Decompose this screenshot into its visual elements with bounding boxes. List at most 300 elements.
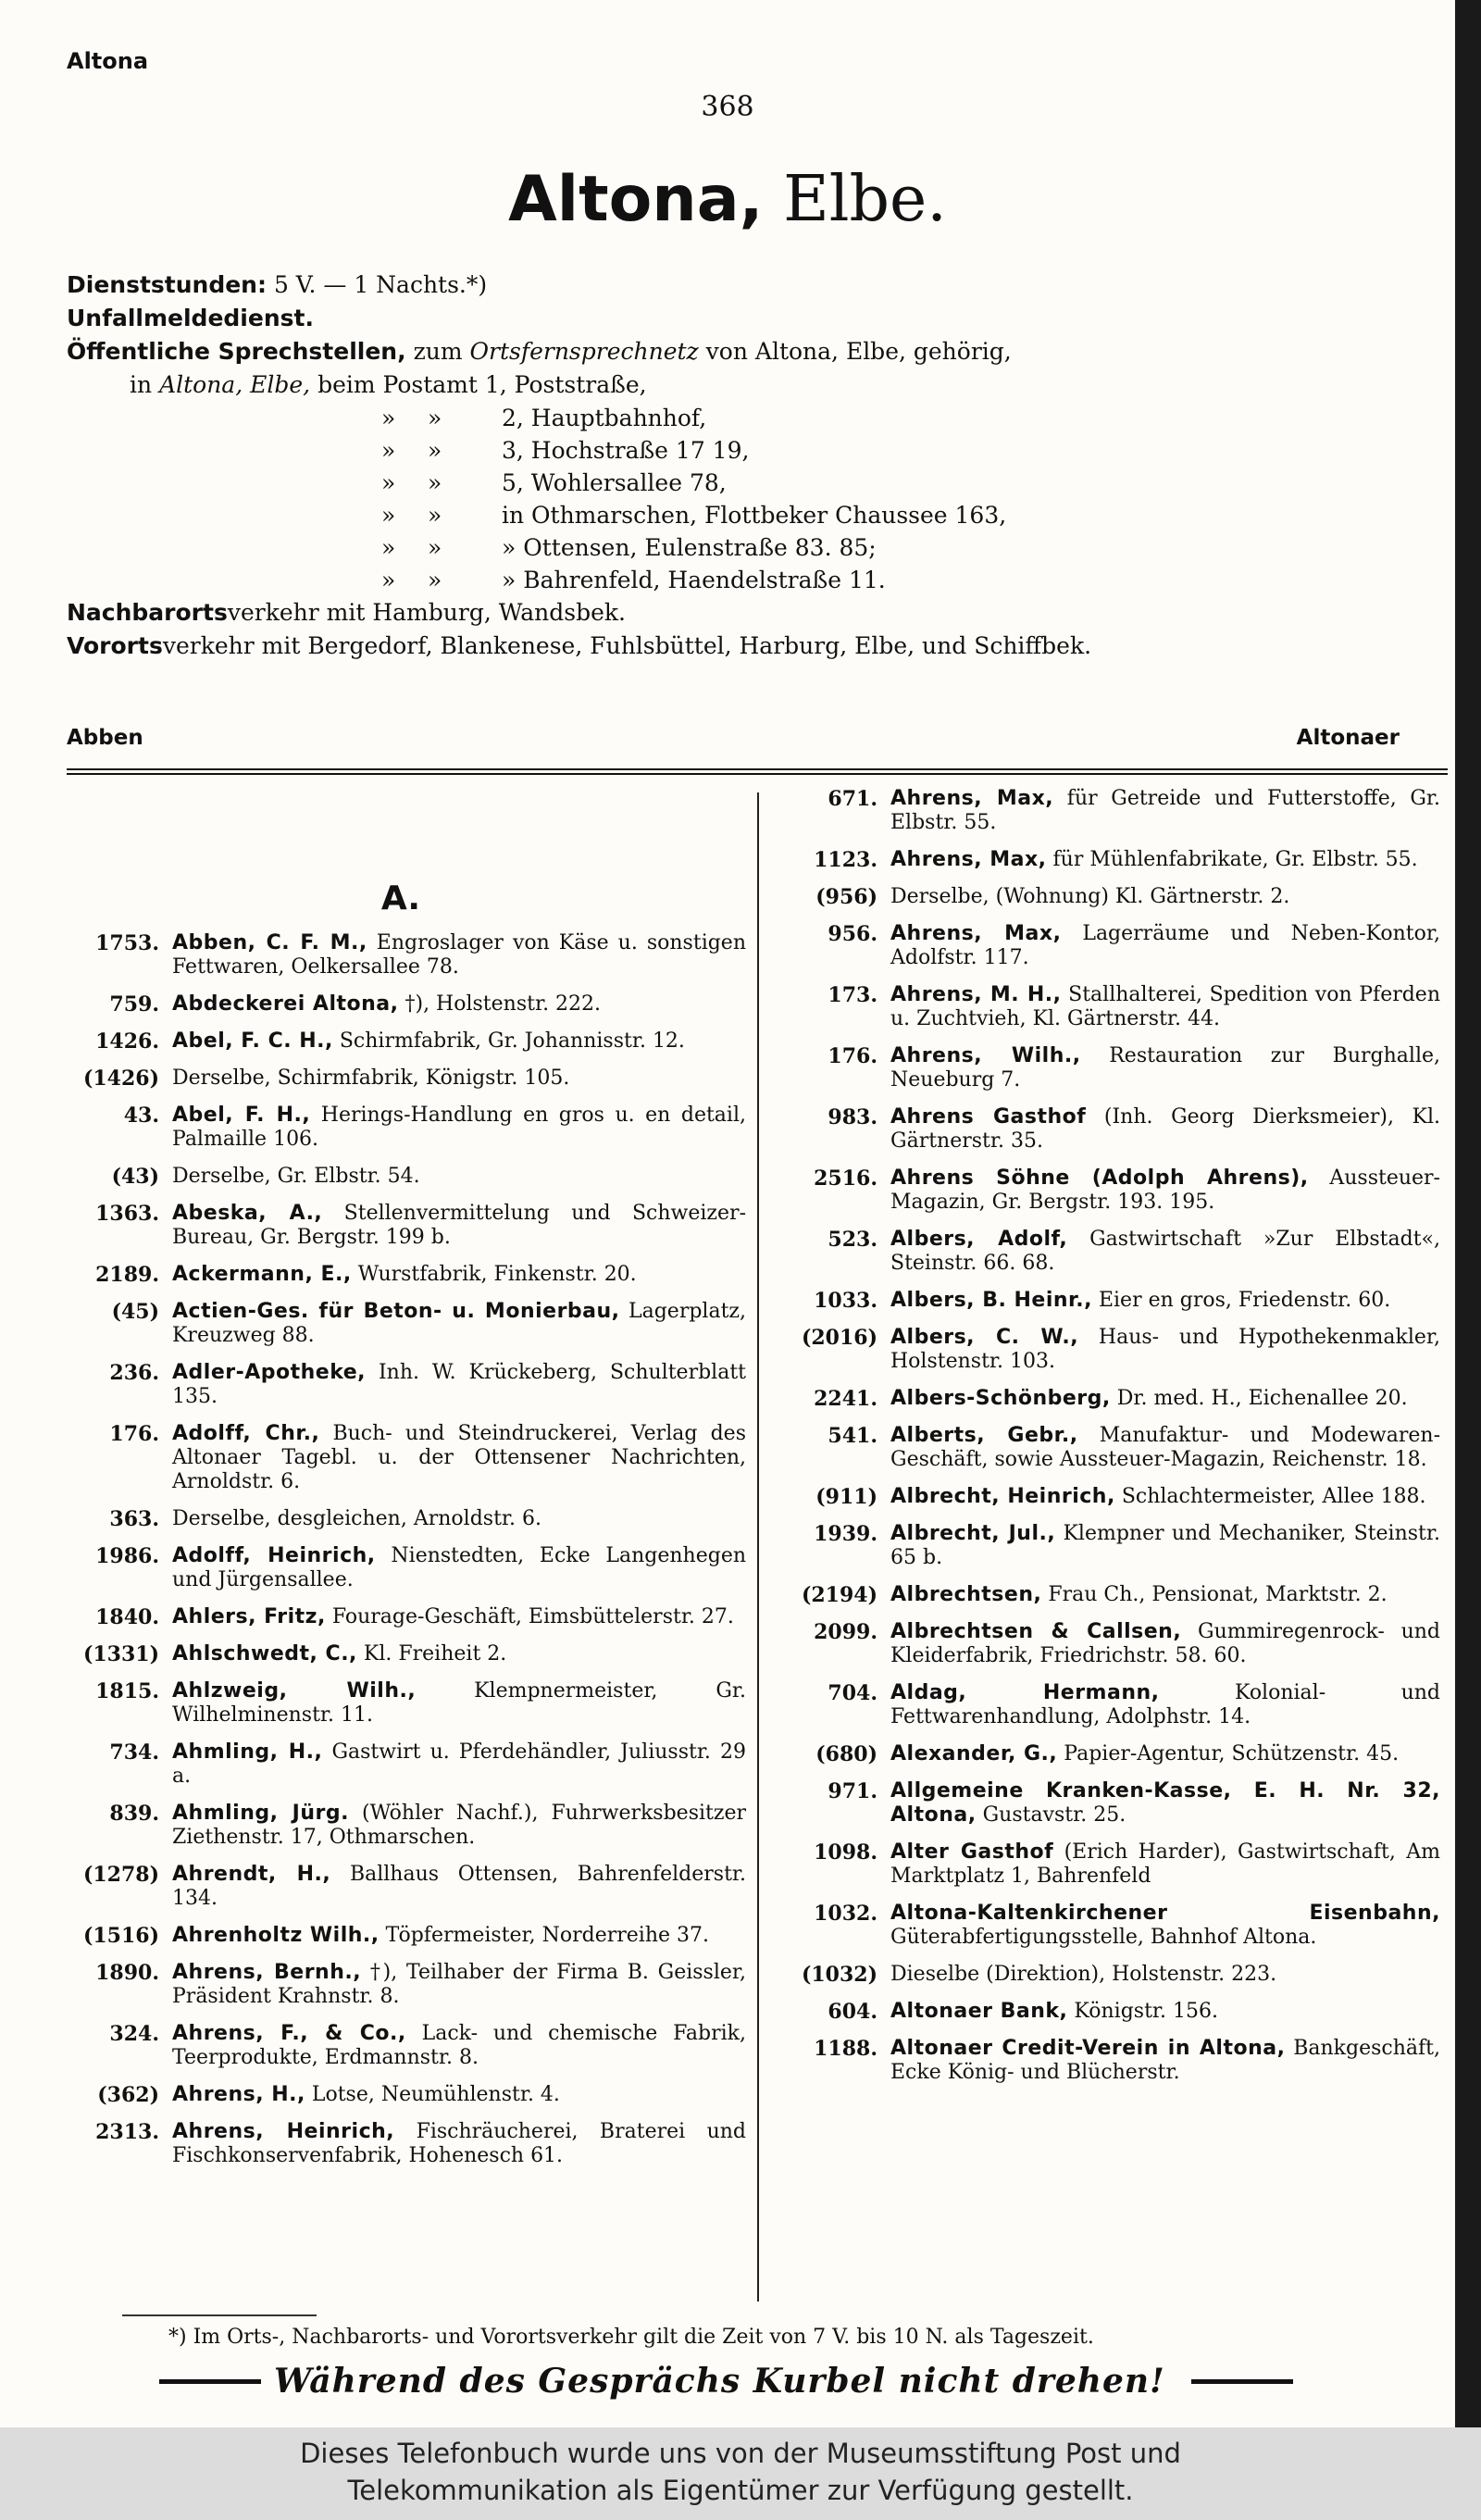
entry-number: 1033. bbox=[814, 1289, 877, 1313]
entry-description: Stallhalterei, Spedition von Pferden u. Zuchtvieh, Kl. Gärtnerstr. 44. bbox=[890, 983, 1440, 1030]
entry-number: 1426. bbox=[95, 1029, 159, 1054]
entry-name: Albers-Schönberg, bbox=[890, 1387, 1111, 1410]
entry-number: 2516. bbox=[814, 1166, 877, 1191]
entry-name: Ahrenholtz Wilh., bbox=[172, 1924, 380, 1947]
entry-number: 363. bbox=[109, 1507, 159, 1531]
credit-line-1: Dieses Telefonbuch wurde uns von der Museumsstiftung Post und bbox=[300, 2438, 1181, 2469]
directory-entry bbox=[56, 1263, 746, 1287]
address-text: » Ottensen, Eulenstraße 83. 85; bbox=[502, 534, 877, 561]
left-column bbox=[56, 787, 746, 2181]
entry-name: Ahrens Gasthof bbox=[890, 1105, 1087, 1129]
directory-entry bbox=[774, 1105, 1440, 1154]
entry-text bbox=[172, 1679, 746, 1728]
directory-entry bbox=[56, 2083, 746, 2107]
entry-text bbox=[172, 1740, 746, 1789]
directory-entry bbox=[774, 1742, 1440, 1766]
entry-description: Schlachtermeister, Allee 188. bbox=[1121, 1485, 1426, 1508]
entry-description: Stellenvermittelung und Schweizer-Bureau, Gr. Bergstr. 199 b. bbox=[172, 1202, 746, 1249]
entry-name: Adler-Apotheke, bbox=[172, 1361, 367, 1384]
directory-entry bbox=[774, 1485, 1440, 1509]
directory-entry bbox=[56, 1740, 746, 1789]
directory-entry bbox=[56, 1679, 746, 1728]
entry-name: Adolff, Heinrich, bbox=[172, 1544, 376, 1567]
entry-number: 173. bbox=[828, 983, 877, 1007]
entry-name: Ahrendt, H., bbox=[172, 1863, 331, 1886]
entry-name: Albrecht, Heinrich, bbox=[890, 1485, 1115, 1508]
directory-entry bbox=[774, 1387, 1440, 1411]
entry-name: Ahrens, Max, bbox=[890, 848, 1047, 871]
entry-description: Königstr. 156. bbox=[1074, 2000, 1218, 2023]
directory-entry bbox=[774, 1228, 1440, 1276]
guide-left: Abben bbox=[67, 726, 143, 750]
entry-description: Lagerplatz, Kreuzweg 88. bbox=[172, 1300, 746, 1347]
entry-description: (Erich Harder), Gastwirtschaft, Am Marktplatz 1, Bahrenfeld bbox=[890, 1840, 1440, 1888]
slogan-bar-right bbox=[1191, 2379, 1293, 2384]
entry-name: Ahrens, Max, bbox=[890, 922, 1062, 945]
entry-description: (Inh. Georg Dierksmeier), Kl. Gärtnerstr. 35. bbox=[890, 1105, 1440, 1153]
entry-text bbox=[172, 1924, 746, 1948]
entry-description: †), Teilhaber der Firma B. Geissler, Präsident Krahnstr. 8. bbox=[172, 1961, 746, 2008]
public-text1: zum bbox=[413, 338, 463, 365]
entry-text bbox=[890, 1326, 1440, 1374]
entry-name: Abeska, A., bbox=[172, 1202, 323, 1225]
hours-value: 5 V. — 1 Nachts.*) bbox=[273, 271, 488, 298]
directory-entry bbox=[56, 1802, 746, 1850]
slogan bbox=[67, 2362, 1437, 2401]
double-rule bbox=[67, 768, 1448, 775]
directory-entry bbox=[774, 1522, 1440, 1570]
entry-name: Ahlschwedt, C., bbox=[172, 1642, 357, 1665]
entry-name: Ahlers, Fritz, bbox=[172, 1605, 326, 1628]
entry-description: †), Holstenstr. 222. bbox=[404, 992, 602, 1016]
service-hours bbox=[67, 268, 1400, 302]
post1-text: beim Postamt 1, Poststraße, bbox=[317, 371, 647, 398]
directory-entry bbox=[774, 1583, 1440, 1607]
entry-text bbox=[172, 1104, 746, 1152]
entry-text bbox=[890, 1044, 1440, 1092]
entry-text bbox=[172, 1263, 746, 1287]
directory-entry bbox=[56, 1300, 746, 1348]
entry-text bbox=[890, 1228, 1440, 1276]
entry-description: Fischräucherei, Braterei und Fischkonservenfabrik, Hohenesch 61. bbox=[172, 2120, 746, 2167]
entry-description: Wurstfabrik, Finkenstr. 20. bbox=[357, 1263, 637, 1286]
entry-text bbox=[890, 1166, 1440, 1215]
entry-description: Ballhaus Ottensen, Bahrenfelderstr. 134. bbox=[172, 1863, 746, 1910]
entry-text bbox=[172, 1961, 746, 2009]
entry-number: (1426) bbox=[82, 1067, 159, 1091]
entry-description: Engroslager von Käse u. sonstigen Fettwaren, Oelkersallee 78. bbox=[172, 931, 746, 979]
directory-entry bbox=[56, 1924, 746, 1948]
entry-description: Aussteuer-Magazin, Gr. Bergstr. 193. 195. bbox=[890, 1166, 1440, 1214]
entry-text bbox=[890, 2037, 1440, 2085]
directory-entry bbox=[56, 1642, 746, 1666]
left-entries bbox=[56, 931, 746, 2168]
entry-name: Altonaer Credit-Verein in Altona, bbox=[890, 2037, 1286, 2060]
entry-name: Altonaer Bank, bbox=[890, 2000, 1068, 2023]
title-sub: Elbe. bbox=[783, 163, 947, 236]
entry-description: Lotse, Neumühlenstr. 4. bbox=[311, 2083, 560, 2106]
nachbar-text: verkehr mit Hamburg, Wandsbek. bbox=[227, 599, 626, 626]
ditto-mark-2: » bbox=[428, 502, 442, 529]
slogan-bar-left bbox=[159, 2379, 261, 2384]
entry-number: 604. bbox=[828, 2000, 877, 2024]
entry-description: Inh. W. Krückeberg, Schulterblatt 135. bbox=[172, 1361, 747, 1408]
directory-entry bbox=[774, 1620, 1440, 1668]
entry-number: 839. bbox=[109, 1802, 159, 1826]
entry-name: Ahmling, Jürg. bbox=[172, 1802, 349, 1825]
entry-number: (2016) bbox=[801, 1326, 877, 1350]
entry-number: 1123. bbox=[814, 848, 877, 872]
nachbar-label: Nachbarorts bbox=[67, 599, 228, 626]
entry-number: (1032) bbox=[801, 1963, 877, 1987]
address-line bbox=[67, 402, 1400, 434]
page-edge bbox=[1455, 0, 1481, 2427]
directory-entry bbox=[56, 992, 746, 1017]
entry-text bbox=[890, 983, 1440, 1031]
ditto-mark-1: » bbox=[381, 405, 396, 431]
slogan-text: Während des Gesprächs Kurbel nicht drehen! bbox=[274, 2362, 1165, 2401]
address-text: 2, Hauptbahnhof, bbox=[502, 405, 707, 431]
entry-name: Alter Gasthof bbox=[890, 1840, 1054, 1864]
entry-number: 1753. bbox=[95, 931, 159, 955]
entry-text bbox=[890, 1963, 1440, 1987]
entry-number: (680) bbox=[815, 1742, 877, 1766]
entry-number: 541. bbox=[828, 1424, 877, 1448]
ditto-mark-2: » bbox=[428, 405, 442, 431]
address-line bbox=[67, 531, 1400, 564]
public-net: Ortsfernsprechnetz bbox=[469, 338, 699, 365]
address-text: in Othmarschen, Flottbeker Chaussee 163, bbox=[502, 502, 1007, 529]
entry-description: Derselbe, (Wohnung) Kl. Gärtnerstr. 2. bbox=[890, 885, 1290, 908]
entry-name: Alberts, Gebr., bbox=[890, 1424, 1078, 1447]
entry-description: für Getreide und Futterstoffe, Gr. Elbstr. 55. bbox=[890, 787, 1440, 834]
directory-entry bbox=[56, 1361, 746, 1409]
entry-description: Fourage-Geschäft, Eimsbüttelerstr. 27. bbox=[331, 1605, 734, 1628]
entry-text bbox=[172, 1422, 746, 1494]
section-letter: A. bbox=[380, 880, 421, 917]
directory-entry bbox=[56, 1422, 746, 1494]
ditto-mark-1: » bbox=[381, 502, 396, 529]
entry-text bbox=[172, 2022, 746, 2070]
entry-number: 324. bbox=[109, 2022, 159, 2046]
entry-text bbox=[890, 787, 1440, 835]
entry-number: 704. bbox=[828, 1681, 877, 1705]
entry-text bbox=[172, 1507, 746, 1531]
entry-number: (911) bbox=[815, 1485, 877, 1509]
directory-entry bbox=[774, 1424, 1440, 1472]
entry-number: (43) bbox=[111, 1165, 159, 1189]
entry-description: Gastwirtschaft »Zur Elbstadt«, Steinstr. 66. 68. bbox=[890, 1228, 1440, 1275]
entry-number: 1890. bbox=[95, 1961, 159, 1985]
directory-entry bbox=[774, 1044, 1440, 1092]
entry-description: Klempnermeister, Gr. Wilhelminenstr. 11. bbox=[172, 1679, 746, 1727]
entry-description: Dr. med. H., Eichenallee 20. bbox=[1116, 1387, 1408, 1410]
entry-number: 2099. bbox=[814, 1620, 877, 1644]
entry-text bbox=[172, 1863, 746, 1911]
hours-label: Dienststunden: bbox=[67, 271, 267, 298]
entry-name: Albrechtsen & Callsen, bbox=[890, 1620, 1182, 1643]
entry-number: 1363. bbox=[95, 1202, 159, 1226]
entry-text bbox=[890, 1289, 1440, 1313]
entry-number: (45) bbox=[111, 1300, 159, 1324]
credit-line-2: Telekommunikation als Eigentümer zur Verfügung gestellt. bbox=[347, 2475, 1134, 2506]
entry-number: 1939. bbox=[814, 1522, 877, 1546]
entry-description: Derselbe, desgleichen, Arnoldstr. 6. bbox=[172, 1507, 541, 1530]
entry-description: Manufaktur- und Modewaren-Geschäft, sowie Aussteuer-Magazin, Reichenstr. 18. bbox=[890, 1424, 1441, 1471]
guide-right: Altonaer bbox=[1296, 726, 1400, 750]
page-footer bbox=[67, 2314, 1437, 2401]
entry-name: Altona-Kaltenkirchener Eisenbahn, bbox=[890, 1902, 1440, 1925]
entry-text bbox=[172, 931, 746, 979]
entry-text bbox=[890, 1779, 1440, 1828]
entry-number: 1032. bbox=[814, 1902, 877, 1926]
entry-name: Abdeckerei Altona, bbox=[172, 992, 399, 1016]
address-line bbox=[67, 499, 1400, 531]
entry-description: Herings-Handlung en gros u. en detail, Palmaille 106. bbox=[172, 1104, 746, 1151]
entry-name: Albers, C. W., bbox=[890, 1326, 1079, 1349]
entry-text bbox=[890, 1105, 1440, 1154]
entry-description: Gastwirt u. Pferdehändler, Juliusstr. 29 a. bbox=[172, 1740, 746, 1788]
entry-number: (2194) bbox=[801, 1583, 877, 1607]
entry-text bbox=[172, 1802, 746, 1850]
entry-name: Abel, F. H., bbox=[172, 1104, 311, 1127]
entry-description: Kolonial- und Fettwarenhandlung, Adolphstr. 14. bbox=[890, 1681, 1440, 1728]
column-separator bbox=[757, 792, 759, 2302]
entry-text bbox=[890, 1902, 1440, 1950]
directory-entry bbox=[774, 1963, 1440, 1987]
entry-description: Derselbe, Schirmfabrik, Königstr. 105. bbox=[172, 1067, 570, 1090]
right-column bbox=[774, 787, 1440, 2098]
vorort-traffic bbox=[67, 630, 1400, 663]
entry-name: Ahrens Söhne (Adolph Ahrens), bbox=[890, 1166, 1309, 1190]
entry-number: (362) bbox=[97, 2083, 159, 2107]
entry-description: Buch- und Steindruckerei, Verlag des Altonaer Tagebl. u. der Ottensener Nachrichten, Arnoldstr. 6. bbox=[172, 1422, 746, 1493]
entry-number: (956) bbox=[815, 885, 877, 909]
entry-description: Restauration zur Burghalle, Neueburg 7. bbox=[890, 1044, 1440, 1092]
entry-description: Dieselbe (Direktion), Holstenstr. 223. bbox=[890, 1963, 1277, 1986]
entry-number: (1516) bbox=[82, 1924, 159, 1948]
entry-number: (1331) bbox=[82, 1642, 159, 1666]
directory-entry bbox=[774, 2000, 1440, 2024]
address-text: 5, Wohlersallee 78, bbox=[502, 469, 727, 496]
entry-description: Bankgeschäft, Ecke König- und Blücherstr. bbox=[890, 2037, 1440, 2084]
entry-number: 956. bbox=[828, 922, 877, 946]
entry-text bbox=[890, 1424, 1440, 1472]
entry-description: Töpfermeister, Norderreihe 37. bbox=[385, 1924, 710, 1947]
entry-text bbox=[890, 1485, 1440, 1509]
entry-description: Gummiregenrock- und Kleiderfabrik, Friedrichstr. 58. 60. bbox=[890, 1620, 1440, 1667]
entry-number: 43. bbox=[123, 1104, 159, 1128]
entry-text bbox=[172, 1067, 746, 1091]
directory-entry bbox=[774, 1840, 1440, 1889]
post-office-1 bbox=[67, 368, 1400, 402]
ditto-mark-1: » bbox=[381, 437, 396, 464]
directory-entry bbox=[56, 2120, 746, 2168]
vorort-text: verkehr mit Bergedorf, Blankenese, Fuhlsbüttel, Harburg, Elbe, und Schiffbek. bbox=[162, 632, 1092, 659]
address-line bbox=[67, 434, 1400, 467]
entry-name: Adolff, Chr., bbox=[172, 1422, 320, 1445]
entry-description: Nienstedten, Ecke Langenhegen und Jürgensallee. bbox=[172, 1544, 747, 1591]
entry-name: Allgemeine Kranken-Kasse, E. H. Nr. 32, Altona, bbox=[890, 1779, 1440, 1827]
entry-text bbox=[172, 1300, 746, 1348]
directory-entry bbox=[56, 1863, 746, 1911]
entry-name: Abel, F. C. H., bbox=[172, 1029, 333, 1053]
entry-name: Abben, C. F. M., bbox=[172, 931, 367, 954]
address-text: 3, Hochstraße 17 19, bbox=[502, 437, 750, 464]
right-entries bbox=[774, 787, 1440, 2085]
entry-text bbox=[890, 922, 1440, 970]
entry-number: (1278) bbox=[82, 1863, 159, 1887]
directory-entry bbox=[56, 931, 746, 979]
entry-number: 176. bbox=[828, 1044, 877, 1068]
directory-entry bbox=[774, 983, 1440, 1031]
entry-text bbox=[172, 1361, 746, 1409]
entry-number: 236. bbox=[109, 1361, 159, 1385]
ditto-mark-2: » bbox=[428, 437, 442, 464]
title-main: Altona, bbox=[508, 163, 764, 236]
entry-description: Haus- und Hypothekenmakler, Holstenstr. 103. bbox=[890, 1326, 1440, 1373]
entry-name: Ahrens, Bernh., bbox=[172, 1961, 362, 1984]
entry-text bbox=[890, 1742, 1440, 1766]
ditto-mark-1: » bbox=[381, 469, 396, 496]
service-header bbox=[67, 268, 1400, 663]
page-title bbox=[0, 163, 1455, 237]
entry-text bbox=[172, 2083, 746, 2107]
ditto-mark-2: » bbox=[428, 469, 442, 496]
directory-entry bbox=[774, 848, 1440, 872]
entry-name: Ahrens, Max, bbox=[890, 787, 1054, 810]
entry-description: Schirmfabrik, Gr. Johannisstr. 12. bbox=[339, 1029, 685, 1053]
directory-entry bbox=[774, 1166, 1440, 1215]
entry-text bbox=[890, 1583, 1440, 1607]
page-number: 368 bbox=[701, 91, 754, 123]
entry-description: Papier-Agentur, Schützenstr. 45. bbox=[1064, 1742, 1400, 1765]
address-list bbox=[67, 402, 1400, 596]
entry-text bbox=[172, 1544, 746, 1592]
entry-description: Gustavstr. 25. bbox=[982, 1803, 1126, 1827]
entry-text bbox=[172, 1605, 746, 1629]
entry-text bbox=[890, 885, 1440, 909]
ditto-mark-2: » bbox=[428, 567, 442, 593]
entry-text bbox=[172, 1029, 746, 1054]
ditto-mark-1: » bbox=[381, 534, 396, 561]
directory-entry bbox=[774, 1902, 1440, 1950]
entry-description: Kl. Freiheit 2. bbox=[363, 1642, 507, 1665]
directory-entry bbox=[774, 1289, 1440, 1313]
public-label: Öffentliche Sprechstellen, bbox=[67, 338, 406, 365]
entry-number: 176. bbox=[109, 1422, 159, 1446]
directory-entry bbox=[56, 1507, 746, 1531]
entry-name: Ackermann, E., bbox=[172, 1263, 352, 1286]
running-head: Altona bbox=[67, 48, 149, 74]
entry-text bbox=[890, 848, 1440, 872]
entry-name: Aldag, Hermann, bbox=[890, 1681, 1160, 1704]
entry-text bbox=[172, 1642, 746, 1666]
entry-number: 1815. bbox=[95, 1679, 159, 1703]
entry-description: Lack- und chemische Fabrik, Teerprodukte, Erdmannstr. 8. bbox=[172, 2022, 746, 2069]
entry-description: Derselbe, Gr. Elbstr. 54. bbox=[172, 1165, 420, 1188]
directory-entry bbox=[56, 1544, 746, 1592]
directory-entry bbox=[56, 1067, 746, 1091]
entry-number: 671. bbox=[828, 787, 877, 811]
ditto-mark-2: » bbox=[428, 534, 442, 561]
entry-description: für Mühlenfabrikate, Gr. Elbstr. 55. bbox=[1052, 848, 1418, 871]
entry-number: 523. bbox=[828, 1228, 877, 1252]
entry-number: 1188. bbox=[814, 2037, 877, 2061]
ditto-mark-1: » bbox=[381, 567, 396, 593]
entry-name: Albrechtsen, bbox=[890, 1583, 1042, 1606]
directory-entry bbox=[56, 1029, 746, 1054]
public-stations bbox=[67, 335, 1400, 368]
directory-entry bbox=[56, 1605, 746, 1629]
entry-name: Ahlzweig, Wilh., bbox=[172, 1679, 417, 1703]
entry-number: 1986. bbox=[95, 1544, 159, 1568]
entry-text bbox=[890, 2000, 1440, 2024]
entry-name: Ahrens, M. H., bbox=[890, 983, 1062, 1006]
entry-number: 1840. bbox=[95, 1605, 159, 1629]
public-text2: von Altona, Elbe, gehörig, bbox=[705, 338, 1012, 365]
directory-entry bbox=[56, 1165, 746, 1189]
directory-entry bbox=[56, 1104, 746, 1152]
entry-description: Klempner und Mechaniker, Steinstr. 65 b. bbox=[890, 1522, 1440, 1569]
entry-number: 1098. bbox=[814, 1840, 877, 1865]
directory-entry bbox=[774, 885, 1440, 909]
directory-entry bbox=[774, 1326, 1440, 1374]
directory-entry bbox=[56, 1202, 746, 1250]
entry-number: 983. bbox=[828, 1105, 877, 1129]
directory-entry bbox=[774, 922, 1440, 970]
footnote: *) Im Orts-, Nachbarorts- und Vorortsverkehr gilt die Zeit von 7 V. bis 10 N. als Tageszeit. bbox=[168, 2326, 1094, 2349]
entry-text bbox=[172, 2120, 746, 2168]
in-place: Altona, Elbe, bbox=[159, 371, 311, 398]
vorort-label: Vororts bbox=[67, 632, 163, 659]
entry-number: 759. bbox=[109, 992, 159, 1017]
entry-description: Lagerräume und Neben-Kontor, Adolfstr. 117. bbox=[890, 922, 1440, 969]
entry-text bbox=[172, 992, 746, 1017]
entry-text bbox=[890, 1387, 1440, 1411]
entry-description: Frau Ch., Pensionat, Marktstr. 2. bbox=[1048, 1583, 1388, 1606]
entry-name: Alexander, G., bbox=[890, 1742, 1058, 1765]
entry-name: Albers, Adolf, bbox=[890, 1228, 1068, 1251]
entry-name: Ahmling, H., bbox=[172, 1740, 323, 1764]
entry-name: Albrecht, Jul., bbox=[890, 1522, 1056, 1545]
entry-text bbox=[890, 1522, 1440, 1570]
entry-name: Ahrens, Wilh., bbox=[890, 1044, 1081, 1067]
directory-entry bbox=[774, 2037, 1440, 2085]
directory-entry bbox=[56, 1961, 746, 2009]
entry-number: 971. bbox=[828, 1779, 877, 1803]
entry-name: Ahrens, H., bbox=[172, 2083, 305, 2106]
entry-name: Ahrens, Heinrich, bbox=[172, 2120, 395, 2143]
entry-text bbox=[172, 1202, 746, 1250]
entry-description: Eier en gros, Friedenstr. 60. bbox=[1098, 1289, 1391, 1312]
directory-entry bbox=[56, 2022, 746, 2070]
entry-number: 734. bbox=[109, 1740, 159, 1765]
entry-text bbox=[890, 1681, 1440, 1729]
directory-entry bbox=[774, 1681, 1440, 1729]
in-word: in bbox=[130, 371, 153, 398]
footnote-rule bbox=[122, 2314, 317, 2316]
directory-entry bbox=[774, 1779, 1440, 1828]
entry-number: 2313. bbox=[95, 2120, 159, 2144]
entry-text bbox=[890, 1840, 1440, 1889]
entry-text bbox=[890, 1620, 1440, 1668]
guide-words bbox=[67, 726, 1400, 754]
nachbar-traffic bbox=[67, 596, 1400, 630]
directory-entry bbox=[774, 787, 1440, 835]
entry-description: (Wöhler Nachf.), Fuhrwerksbesitzer Ziethenstr. 17, Othmarschen. bbox=[172, 1802, 746, 1849]
entry-number: 2241. bbox=[814, 1387, 877, 1411]
